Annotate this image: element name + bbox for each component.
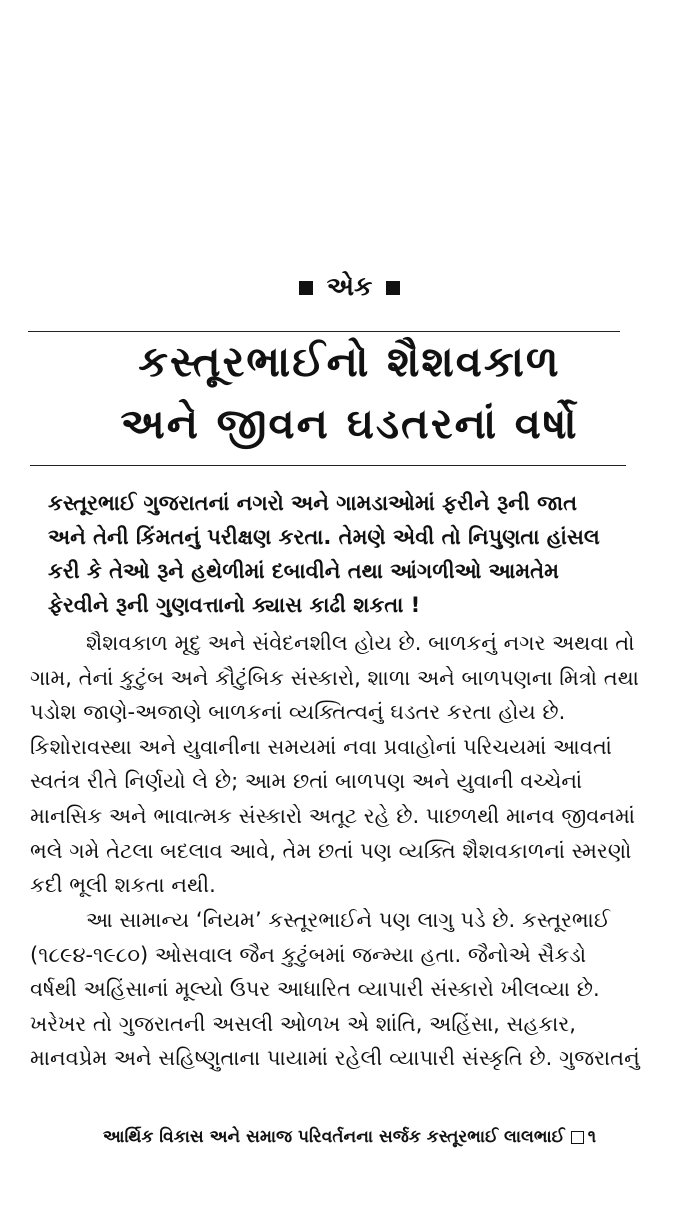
body-line: સ્વતંત્ર રીતે નિર્ણયો લે છે; આમ છતાં બાળપણ અને યુવાની વચ્ચેનાં (30, 769, 583, 794)
square-bullet-icon (299, 281, 313, 295)
page-number: ૧ (587, 1127, 597, 1147)
page-footer (0, 1125, 699, 1149)
running-footer-title: આર્થિક વિકાસ અને સમાજ પરિવર્તનના સર્જક કસ્તૂરભાઈ લાલભાઈ (102, 1127, 565, 1147)
intro-line: અને તેની કિંમતનું પરીક્ષણ કરતા. તેમણે એવી તો નિપુણતા હાંસલ (48, 525, 600, 549)
body-line: ભલે ગમે તેટલા બદલાવ આવે, તેમ છતાં પણ વ્યક્તિ શૈશવકાળનાં સ્મરણો (30, 838, 632, 863)
square-bullet-icon (386, 281, 400, 295)
body-line: કિશોરાવસ્થા અને યુવાનીના સમયમાં નવા પ્રવાહોનાં પરિચયમાં આવતાં (30, 734, 612, 759)
body-paragraph-2 (30, 903, 672, 1076)
title-top-rule (28, 331, 620, 332)
body-line: માનવપ્રેમ અને સહિષ્ણુતાના પાયામાં રહેલી વ્યાપારી સંસ્કૃતિ છે. ગુજરાતનું (30, 1046, 640, 1071)
chapter-title-line-1: કસ્તૂરભાઈનો શૈશવકાળ (138, 337, 561, 386)
body-line: (૧૮૯૪-૧૯૮૦) ઓસવાલ જૈન કુટુંબમાં જન્મ્યા હતા. જૈનોએ સૈકડો (30, 942, 587, 967)
body-line: શૈશવકાળ મૃદુ અને સંવેદનશીલ હોય છે. બાળકનું નગર અથવા તો (86, 631, 635, 655)
intro-paragraph (48, 486, 664, 622)
body-paragraph-1 (30, 626, 672, 903)
body-line: પડોશ જાણે-અજાણે બાળકનાં વ્યક્તિત્વનું ઘડતર કરતા હોય છે. (30, 700, 566, 725)
body-line: આ સામાન્ય ‘નિયમ’ કસ્તૂરભાઈને પણ લાગુ પડે છે. કસ્તૂરભાઈ (86, 908, 611, 932)
body-line: વર્ષથી અહિંસાનાં મૂલ્યો ઉપર આધારિત વ્યાપારી સંસ્કારો ખીલવ્યા છે. (30, 977, 600, 1002)
intro-line: કસ્તૂરભાઈ ગુજરાતનાં નગરો અને ગામડાઓમાં ફરીને રૂની જાત (48, 491, 577, 515)
chapter-title-line-2: અને જીવન ઘડતરનાં વર્ષો (120, 399, 579, 448)
intro-line: કરી કે તેઓ રૂને હથેળીમાં દબાવીને તથા આંગળીઓ આમતેમ (48, 559, 559, 583)
square-outline-icon (571, 1131, 584, 1144)
chapter-marker (0, 272, 699, 302)
title-bottom-rule (30, 465, 626, 466)
body-line: ખરેખર તો ગુજરાતની અસલી ઓળખ એ શાંતિ, અહિંસા, સહકાર, (30, 1011, 576, 1036)
body-line: ગામ, તેનાં કુટુંબ અને કૌટુંબિક સંસ્કારો, શાળા અને બાળપણના મિત્રો તથા (30, 665, 639, 690)
chapter-label: એક (326, 272, 373, 302)
body-line: કદી ભૂલી શકતા નથી. (30, 873, 216, 898)
intro-line: ફેરવીને રૂની ગુણવત્તાનો ક્યાસ કાઢી શકતા ! (48, 593, 421, 617)
body-line: માનસિક અને ભાવાત્મક સંસ્કારો અતૂટ રહે છે. પાછળથી માનવ જીવનમાં (30, 803, 635, 828)
